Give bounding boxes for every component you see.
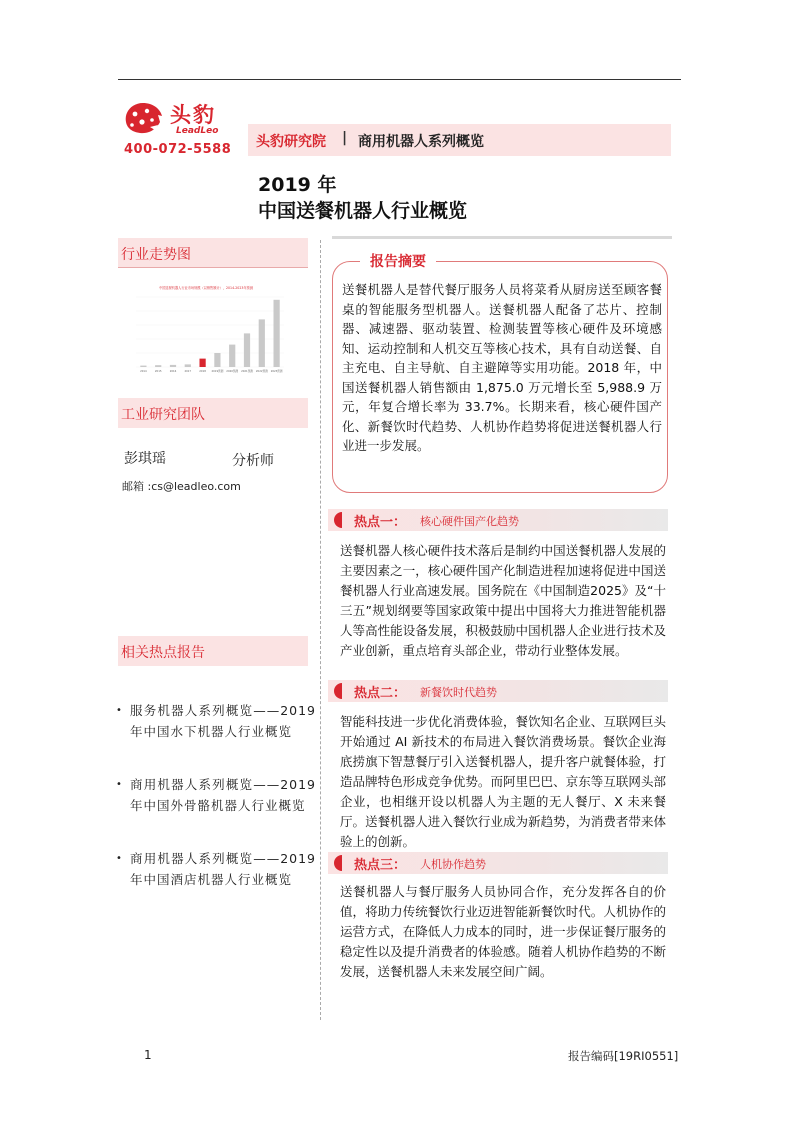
chart-category-label: 2022预测 [255,370,268,373]
top-rule [118,79,681,80]
related-reports-heading [118,636,308,666]
hotspot-text: 送餐机器人与餐厅服务人员协同合作，充分发挥各自的价值，将助力传统餐饮行业迈进智能新餐饮时代。人机协作的运营方式，在降低人力成本的同时，进一步保证餐厅服务的稳定性以及提升消费者的体验感。随着人机协作趋势的不断发展，送餐机器人未来发展空间广阔。 [340,884,666,979]
related-report-title[interactable]: 服务机器人系列概览——2019 年中国水下机器人行业概览 [130,703,316,739]
chart-bar [199,359,205,367]
chart-bar [155,365,161,367]
hotspot-topic: 核心硬件国产化趋势 [420,515,519,528]
summary-text: 送餐机器人是替代餐厅服务人员将菜肴从厨房送至顾客餐桌的智能服务型机器人。送餐机器人配备了芯片、控制器、减速器、驱动装置、检测装置等核心硬件及环境感知、运动控制和人机交互等核心技术，具有自动送餐、自主充电、自主导航、自主避障等实用功能。2018 年，中国送餐机器人销售额由 1,875.0 万元增长至 5,988.9 万元，年复合增长率为 33.7%。长期来看，核心硬件国产化、新餐饮时代趋势、人机协作趋势将促进送餐机器人行业进一步发展。 [342,282,662,453]
half-circle-marker-icon [332,855,342,871]
related-report-item[interactable] [116,774,316,816]
chart-category-label: 2017 [184,370,192,373]
chart-bar [229,345,235,367]
column-divider [320,240,321,1020]
chart-category-label: 2015 [154,370,162,373]
trend-chart-heading [118,238,308,268]
banner-separator: | [342,130,348,146]
leopard-head-icon [122,100,164,136]
chart-category-label: 2018 [199,370,206,373]
chart-category-label: 2021预测 [241,370,253,373]
hotspot-label: 热点一： [354,515,407,530]
chart-bar [170,365,176,367]
chart-bar [214,353,220,367]
chart-category-label: 2023预测 [270,370,283,373]
related-report-item[interactable] [116,848,316,890]
hotspot-text: 智能科技进一步优化消费体验，餐饮知名企业、互联网巨头开始通过 AI 新技术的布局进入餐饮消费场景。餐饮企业海底捞旗下智慧餐厅引入送餐机器人，提升客户就餐体验，打造品牌特色形成竞争优势。而阿里巴巴、京东等互联网头部企业，也相继开设以机器人为主题的无人餐厅、X 未来餐厅。送餐机器人进入餐饮行业成为新趋势，为消费者带来体验上的创新。 [340,714,666,849]
bullet-icon: • [116,853,122,864]
related-report-title[interactable]: 商用机器人系列概览——2019 年中国外骨骼机器人行业概览 [130,777,316,813]
report-title-year: 2019 年 [258,174,337,196]
hotspot-text: 送餐机器人核心硬件技术落后是制约中国送餐机器人发展的主要因素之一，核心硬件国产化制造进程加速将促进中国送餐机器人行业高速发展。国务院在《中国制造2025》及“十三五”规划纲要等国家政策中提出中国将大力推进智能机器人等高性能设备发展，积极鼓励中国机器人企业进行技术及产业创新，重点培育头部企业，带动行业整体发展。 [340,543,666,658]
bullet-icon: • [116,779,122,790]
chart-bar [185,364,191,367]
half-circle-marker-icon [332,683,342,699]
logo-text-en: LeadLeo [176,126,219,136]
chart-bar [140,366,146,367]
report-title: 中国送餐机器人行业概览 [258,200,468,222]
hotspot-label: 热点三： [354,858,407,873]
related-report-title[interactable]: 商用机器人系列概览——2019 年中国酒店机器人行业概览 [130,851,316,887]
analyst-email[interactable]: 邮箱 :cs@leadleo.com [122,480,241,493]
chart-bar [259,319,265,367]
hotspot-heading [328,680,668,702]
page-number: 1 [144,1048,152,1062]
chart-category-label: 2020预测 [226,370,239,373]
bullet-icon: • [116,705,122,716]
hotspot-topic: 新餐饮时代趋势 [420,686,497,699]
research-team-heading [118,398,308,428]
hotline-phone: 400-072-5588 [124,142,232,157]
related-report-item[interactable] [116,700,316,742]
hotspot-label: 热点二： [354,686,407,701]
related-reports-heading-label: 相关热点报告 [121,645,205,661]
chart-category-label: 2014 [140,370,147,373]
chart-bar [273,300,279,367]
hotspot-topic: 人机协作趋势 [420,858,486,871]
chart-title: 中国送餐机器人行业市场规模（以销售额计），2014-2023年预测 [159,286,253,290]
series-banner [248,124,671,156]
institute-name: 头豹研究院 [256,134,326,150]
chart-category-label: 2016 [169,370,177,373]
research-team-heading-label: 工业研究团队 [121,407,205,423]
report-code: 报告编码[19RI0551] [568,1049,679,1063]
analyst-role: 分析师 [232,453,274,469]
trend-chart-heading-label: 行业走势图 [121,247,191,263]
hotspot-heading [328,852,668,874]
half-circle-marker-icon [332,512,342,528]
series-name: 商用机器人系列概览 [358,134,484,150]
analyst-name: 彭琪瑶 [124,451,166,467]
logo-text-cn: 头豹 [170,103,216,127]
summary-heading: 报告摘要 [360,249,436,273]
chart-category-label: 2019预测 [211,370,224,373]
hotspot-heading [328,509,668,531]
summary-top-rule [332,236,672,239]
industry-trend-chart [122,283,290,381]
chart-bar [244,333,250,367]
